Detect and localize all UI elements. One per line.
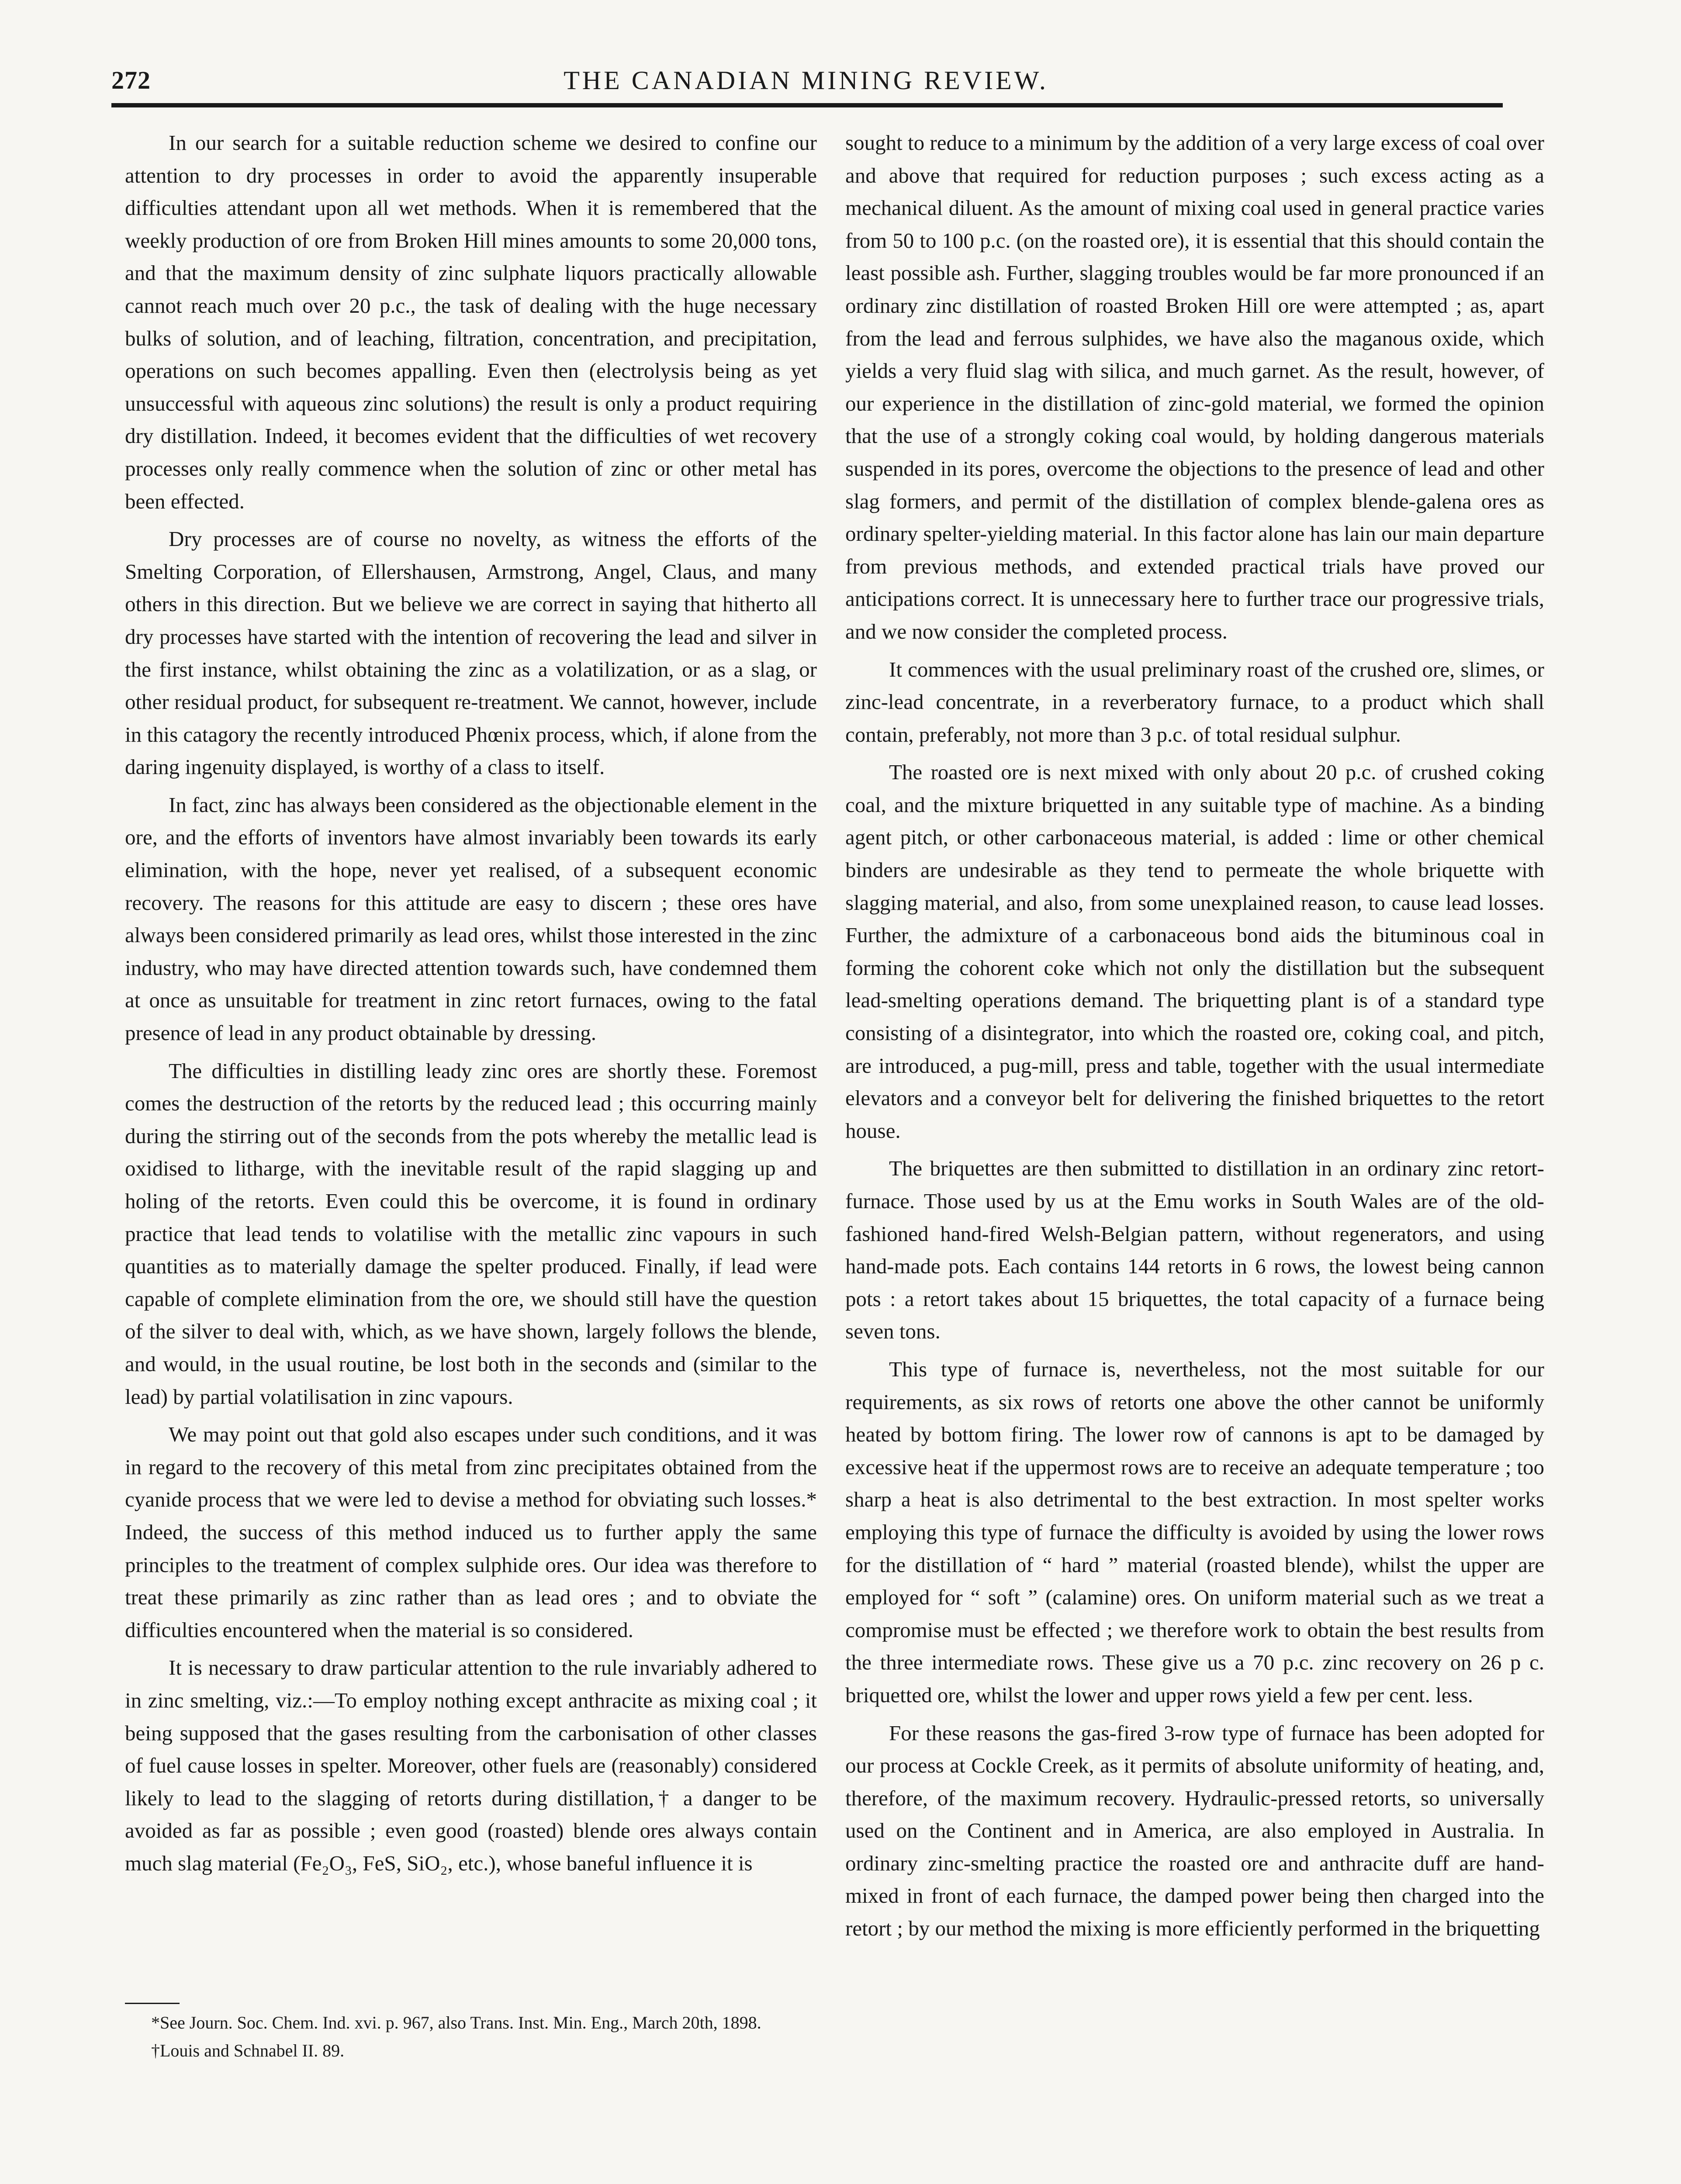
paragraph: The briquettes are then submitted to distillation in an ordinary zinc retort-furnace. Those used by us at the Emu works in South Wales are of the old-fashioned hand-fired Welsh-Belgian pattern, without regenerators, and using hand-made pots. Each contains 144 retorts in 6 rows, the lowest being cannon pots : a retort takes about 15 briquettes, the total capacity of a furnace being seven tons.: [845, 1156, 1544, 1344]
paragraph: In our search for a suitable reduction scheme we desired to confine our attention to dry processes in order to avoid the apparently insuperable difficulties attendant upon all wet methods. When it is remembered that the weekly production of ore from Broken Hill mines amounts to some 20,000 tons, and that the maximum density of zinc sulphate liquors practically allowable cannot reach much over 20 p.c., the task of dealing with the huge necessary bulks of solution, and of leaching, filtration, concentration, and precipitation, operations on such becomes appalling. Even then (electrolysis being as yet unsuccessful with aqueous zinc solutions) the result is only a product requiring dry distillation. Indeed, it becomes evident that the difficulties of wet recovery processes only really commence when the solution of zinc or other metal has been effected.: [125, 131, 817, 513]
paragraph: We may point out that gold also escapes under such conditions, and it was in regard to the recovery of this metal from zinc precipitates obtained from the cyanide process that we were led to devise a method for obviating such losses.* Indeed, the success of this method induced us to further apply the same principles to the treatment of complex sulphide ores. Our idea was therefore to treat these primarily as zinc rather than as lead ores ; and to obviate the difficulties encountered when the material is so considered.: [125, 1422, 817, 1642]
footnote-rule: [125, 2003, 180, 2004]
paragraph: For these reasons the gas-fired 3-row type of furnace has been adopted for our process at Cockle Creek, as it permits of absolute uniformity of heating, and, therefore, of the maximum recovery. Hydraulic-pressed retorts, so universally used on the Continent and in America, are also employed in Australia. In ordinary zinc-smelting practice the roasted ore and anthracite duff are hand-mixed in front of each furnace, the damped power being then charged into the retort ; by our method the mixing is more efficiently performed in the briquetting: [845, 1721, 1544, 1941]
paragraph: It is necessary to draw particular attention to the rule invariably adhered to in zinc smelting, viz.:—To employ nothing except anthracite as mixing coal ; it being supposed that the gases resulting from the carbonisation of other classes of fuel cause losses in spelter. Moreover, other fuels are (reasonably) considered likely to lead to the slagging of retorts during distillation,† a danger to be avoided as far as possible ; even good (roasted) blende ores always contain much slag material (Fe₂O₃, FeS, SiO₂, etc.), whose baneful influence it is: [125, 1655, 817, 1875]
paragraph: The difficulties in distilling leady zinc ores are shortly these. Foremost comes the destruction of the retorts by the reduced lead ; this occurring mainly during the stirring out of the seconds from the pots whereby the metallic lead is oxidised to litharge, with the inevitable result of the rapid slagging up and holing of the retorts. Even could this be overcome, it is found in ordinary practice that lead tends to volatilise with the metallic zinc vapours in such quantities as to materially damage the spelter produced. Finally, if lead were capable of complete elimination from the ore, we should still have the question of the silver to deal with, which, as we have shown, largely follows the blende, and would, in the usual routine, be lost both in the seconds and (similar to the lead) by partial volatilisation in zinc vapours.: [125, 1058, 817, 1409]
left-column: [125, 127, 817, 1885]
paragraph: This type of furnace is, nevertheless, not the most suitable for our requirements, as six rows of retorts one above the other cannot be uniformly heated by bottom firing. The lower row of cannons is apt to be damaged by excessive heat if the uppermost rows are to receive an adequate temperature ; too sharp a heat is also detrimental to the best extraction. In most spelter works employing this type of furnace the difficulty is avoided by using the lower rows for the distillation of “ hard ” material (roasted blende), whilst the upper are employed for “ soft ” (calamine) ores. On uniform material such as we treat a compromise must be effected ; we therefore work to obtain the best results from the three intermediate rows. These give us a 70 p.c. zinc recovery on 26 p c. briquetted ore, whilst the lower and upper rows yield a few per cent. less.: [845, 1357, 1544, 1707]
page-number: 272: [111, 66, 151, 94]
right-column: [845, 127, 1544, 1950]
header-rule: [111, 103, 1503, 107]
footnote: *See Journ. Soc. Chem. Ind. xvi. p. 967, also Trans. Inst. Min. Eng., March 20th, 1898.: [151, 2013, 761, 2032]
paragraph: The roasted ore is next mixed with only about 20 p.c. of crushed coking coal, and the mixture briquetted in any suitable type of machine. As a binding agent pitch, or other carbonaceous material, is added : lime or other chemical binders are undesirable as they tend to permeate the whole briquette with slagging material, and also, from some unexplained reason, to cause lead losses. Further, the admixture of a carbonaceous bond aids the bituminous coal in forming the cohorent coke which not only the distillation but the subsequent lead-smelting operations demand. The briquetting plant is of a standard type consisting of a disintegrator, into which the roasted ore, coking coal, and pitch, are introduced, a pug-mill, press and table, together with the usual intermediate elevators and a conveyor belt for delivering the finished briquettes to the retort house.: [845, 760, 1544, 1143]
footnote: †Louis and Schnabel II. 89.: [151, 2041, 345, 2060]
paragraph: It commences with the usual preliminary roast of the crushed ore, slimes, or zinc-lead concentrate, in a reverberatory furnace, to a product which shall contain, preferably, not more than 3 p.c. of total residual sulphur.: [845, 657, 1544, 746]
paragraph: sought to reduce to a minimum by the addition of a very large excess of coal over and above that required for reduction purposes ; such excess acting as a mechanical diluent. As the amount of mixing coal used in general practice varies from 50 to 100 p.c. (on the roasted ore), it is essential that this should contain the least possible ash. Further, slagging troubles would be far more pronounced if an ordinary zinc distillation of roasted Broken Hill ore were attempted ; as, apart from the lead and ferrous sulphides, we have also the maganous oxide, which yields a very fluid slag with silica, and much garnet. As the result, however, of our experience in the distillation of zinc-gold material, we formed the opinion that the use of a strongly coking coal would, by holding dangerous materials suspended in its pores, overcome the objections to the presence of lead and other slag formers, and permit of the distillation of complex blende-galena ores as ordinary spelter-yielding material. In this factor alone has lain our main departure from previous methods, and extended practical trials have proved our anticipations correct. It is unnecessary here to further trace our progressive trials, and we now consider the completed process.: [845, 131, 1544, 643]
paragraph: In fact, zinc has always been considered as the objectionable element in the ore, and the efforts of inventors have almost invariably been towards its early elimination, with the hope, never yet realised, of a subsequent economic recovery. The reasons for this attitude are easy to discern ; these ores have always been considered primarily as lead ores, whilst those interested in the zinc industry, who may have directed attention towards such, have condemned them at once as unsuitable for treatment in zinc retort furnaces, owing to the fatal presence of lead in any product obtainable by dressing.: [125, 792, 817, 1045]
footnotes: [125, 2003, 817, 2068]
journal-title: THE CANADIAN MINING REVIEW.: [564, 66, 1048, 95]
paragraph: Dry processes are of course no novelty, as witness the efforts of the Smelting Corporation, of Ellershausen, Armstrong, Angel, Claus, and many others in this direction. But we believe we are correct in saying that hitherto all dry processes have started with the intention of recovering the lead and silver in the first instance, whilst obtaining the zinc as a volatilization, or as a slag, or other residual product, for subsequent re-treatment. We cannot, however, include in this catagory the recently introduced Phœnix process, which, if alone from the daring ingenuity displayed, is worthy of a class to itself.: [125, 527, 817, 779]
page-header: [111, 66, 1501, 109]
